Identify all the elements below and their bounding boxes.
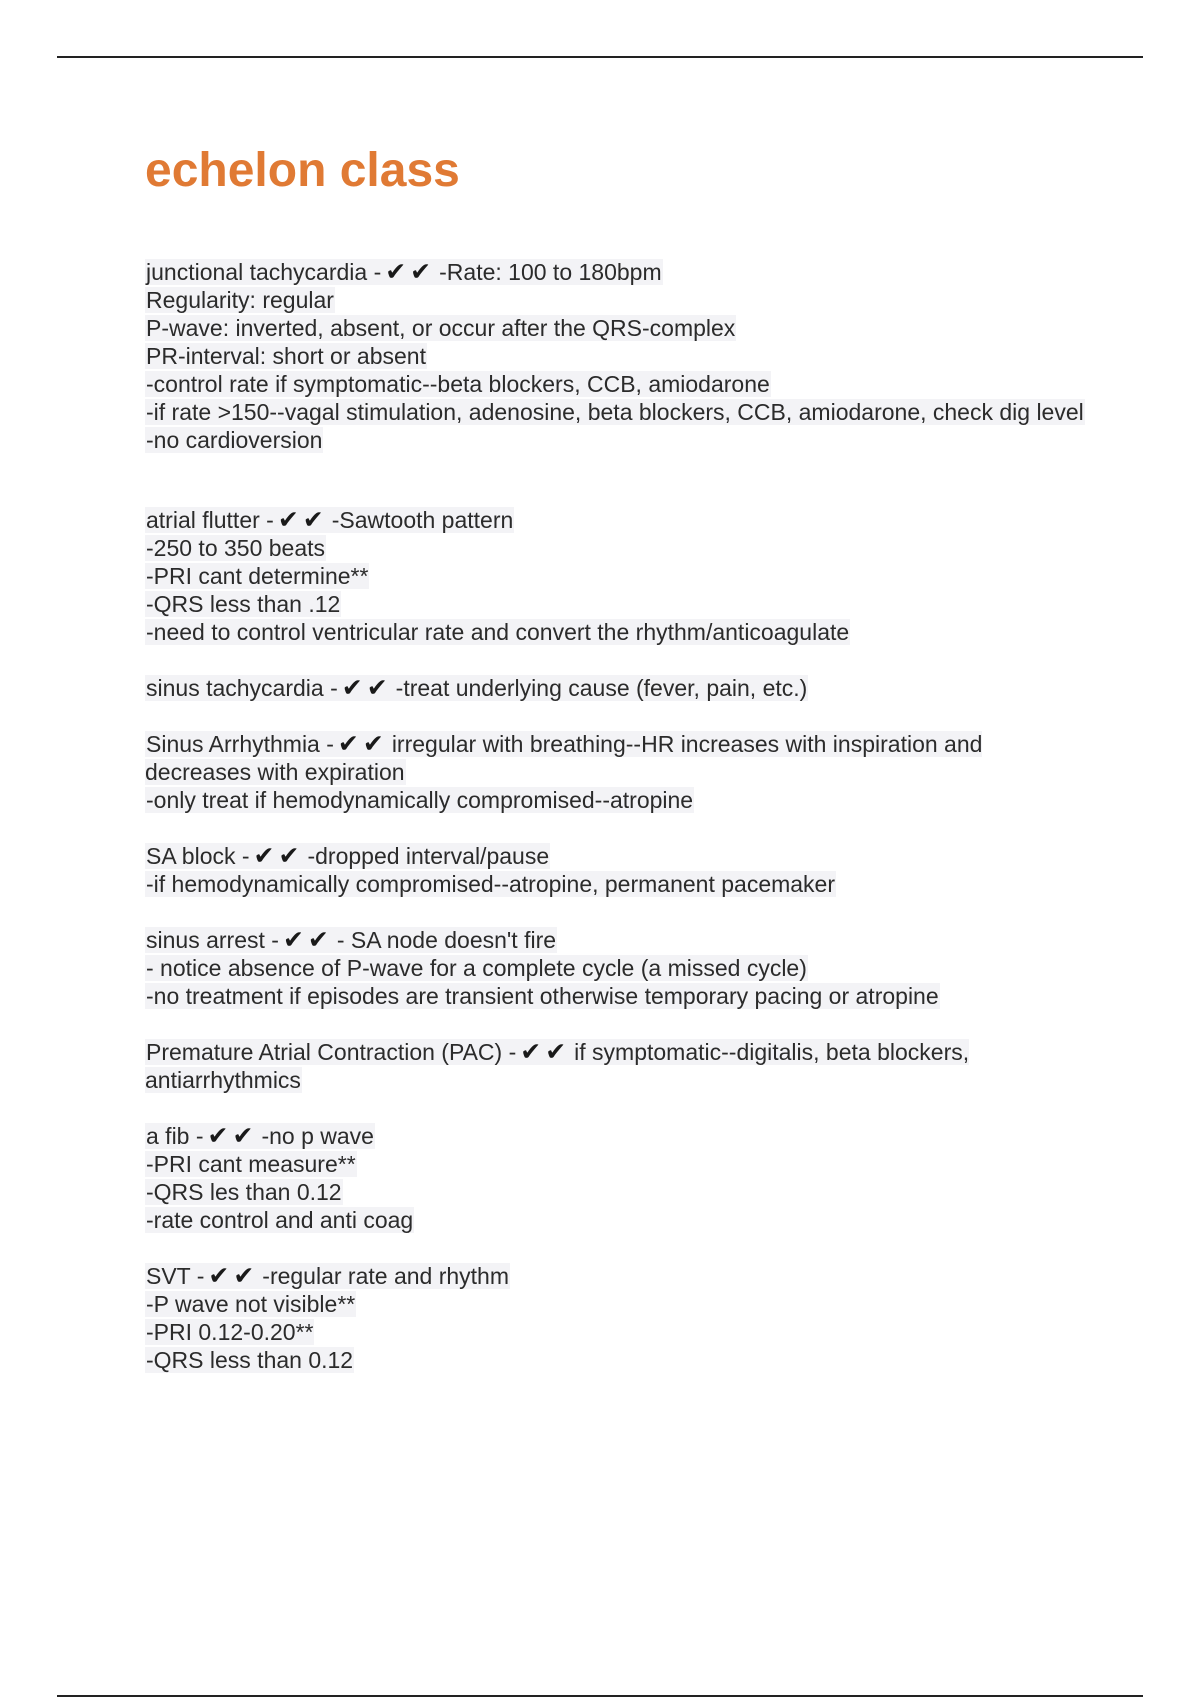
flashcard-list [145, 258, 1085, 1374]
flashcard-text: -PRI cant measure** [146, 1151, 356, 1177]
flashcard-text: -QRS less than .12 [146, 591, 341, 617]
flashcard-first-line [145, 258, 1085, 286]
flashcard-line [145, 1150, 1085, 1178]
line-text [145, 507, 514, 533]
bottom-rule [57, 1695, 1143, 1697]
flashcard-term: Sinus Arrhythmia - [146, 731, 334, 757]
flashcard-text: -no treatment if episodes are transient otherwise temporary pacing or atropine [146, 983, 939, 1009]
flashcard [145, 674, 1085, 702]
flashcard-line [145, 590, 1085, 618]
line-text [145, 1179, 343, 1205]
line-text [145, 619, 850, 645]
flashcard-line [145, 314, 1085, 342]
flashcard-line [145, 982, 1085, 1010]
flashcard-line [145, 426, 1085, 454]
line-text [145, 1319, 314, 1345]
flashcard-line [145, 398, 1085, 426]
flashcard-text: -rate control and anti coag [146, 1207, 414, 1233]
line-text [145, 315, 736, 341]
line-text [145, 1291, 356, 1317]
line-text [145, 983, 940, 1009]
flashcard-line [145, 786, 1085, 814]
flashcard-line [145, 954, 1085, 982]
flashcard [145, 1262, 1085, 1374]
line-text [145, 343, 427, 369]
flashcard-text: -regular rate and rhythm [262, 1263, 510, 1289]
flashcard-term: junctional tachycardia - [146, 259, 382, 285]
line-text [145, 731, 982, 785]
flashcard-term: SVT - [146, 1263, 205, 1289]
line-text [145, 1123, 375, 1149]
double-check-icon: ✔✔ [277, 506, 328, 534]
flashcard [145, 926, 1085, 1010]
flashcard-text: - SA node doesn't fire [336, 927, 557, 953]
double-check-icon: ✔✔ [282, 926, 333, 954]
flashcard-first-line [145, 506, 1085, 534]
line-text [145, 563, 369, 589]
line-text [145, 843, 550, 869]
line-text [145, 787, 694, 813]
flashcard [145, 1038, 1085, 1094]
flashcard-text: -treat underlying cause (fever, pain, etc.) [395, 675, 808, 701]
flashcard-text: -Rate: 100 to 180bpm [439, 259, 662, 285]
line-text [145, 871, 836, 897]
double-check-icon: ✔✔ [253, 842, 304, 870]
flashcard-text: -QRS les than 0.12 [146, 1179, 342, 1205]
flashcard-line [145, 1206, 1085, 1234]
flashcard [145, 842, 1085, 898]
line-text [145, 1151, 357, 1177]
line-text [145, 399, 1085, 425]
line-text [145, 1207, 414, 1233]
flashcard-line [145, 562, 1085, 590]
flashcard-term: sinus arrest - [146, 927, 279, 953]
flashcard-first-line [145, 1122, 1085, 1150]
flashcard-text: -250 to 350 beats [146, 535, 326, 561]
line-text [145, 259, 663, 285]
flashcard-text: -if hemodynamically compromised--atropine, permanent pacemaker [146, 871, 836, 897]
double-check-icon: ✔✔ [337, 730, 388, 758]
flashcard-line [145, 1290, 1085, 1318]
flashcard-text: -only treat if hemodynamically compromised--atropine [146, 787, 694, 813]
double-check-icon: ✔✔ [207, 1122, 258, 1150]
flashcard [145, 730, 1085, 814]
flashcard [145, 506, 1085, 646]
line-text [145, 1039, 969, 1093]
flashcard-text: irregular with breathing--HR increases with inspiration and decreases with expiration [145, 731, 983, 785]
line-text [145, 675, 808, 701]
flashcard-line [145, 342, 1085, 370]
flashcard-first-line [145, 730, 1085, 786]
line-text [145, 955, 808, 981]
flashcard-line [145, 1318, 1085, 1346]
flashcard-line [145, 870, 1085, 898]
line-text [145, 535, 326, 561]
flashcard-text: -no cardioversion [146, 427, 323, 453]
double-check-icon: ✔✔ [385, 258, 436, 286]
flashcard-first-line [145, 842, 1085, 870]
flashcard-first-line [145, 926, 1085, 954]
flashcard-text: if symptomatic--digitalis, beta blockers, antiarrhythmics [145, 1039, 970, 1093]
flashcard-line [145, 1178, 1085, 1206]
flashcard-text: - notice absence of P-wave for a complete cycle (a missed cycle) [146, 955, 807, 981]
double-check-icon: ✔✔ [520, 1038, 571, 1066]
top-rule [57, 56, 1143, 58]
flashcard-term: Premature Atrial Contraction (PAC) - [146, 1039, 517, 1065]
double-check-icon: ✔✔ [341, 674, 392, 702]
flashcard-line [145, 534, 1085, 562]
line-text [145, 427, 323, 453]
flashcard-line [145, 1346, 1085, 1374]
flashcard-text: Regularity: regular [146, 287, 334, 313]
flashcard-text: -dropped interval/pause [307, 843, 550, 869]
flashcard-text: -QRS less than 0.12 [146, 1347, 354, 1373]
flashcard-text: -need to control ventricular rate and convert the rhythm/anticoagulate [146, 619, 850, 645]
line-text [145, 1263, 510, 1289]
line-text [145, 287, 335, 313]
flashcard-first-line [145, 674, 1085, 702]
flashcard-text: -control rate if symptomatic--beta blockers, CCB, amiodarone [146, 371, 770, 397]
flashcard-text: -PRI cant determine** [146, 563, 369, 589]
flashcard-first-line [145, 1262, 1085, 1290]
flashcard [145, 258, 1085, 454]
double-check-icon: ✔✔ [208, 1262, 259, 1290]
line-text [145, 1347, 354, 1373]
line-text [145, 371, 771, 397]
flashcard-text: P-wave: inverted, absent, or occur after the QRS-complex [146, 315, 736, 341]
flashcard-line [145, 370, 1085, 398]
flashcard-line [145, 286, 1085, 314]
flashcard-text: -Sawtooth pattern [331, 507, 514, 533]
line-text [145, 927, 557, 953]
flashcard-text: -P wave not visible** [146, 1291, 356, 1317]
line-text [145, 591, 341, 617]
flashcard-first-line [145, 1038, 1085, 1094]
flashcard-text: -no p wave [261, 1123, 374, 1149]
flashcard-term: a fib - [146, 1123, 204, 1149]
flashcard-line [145, 618, 1085, 646]
flashcard-term: sinus tachycardia - [146, 675, 338, 701]
flashcard-term: SA block - [146, 843, 250, 869]
flashcard-text: PR-interval: short or absent [146, 343, 426, 369]
page-title: echelon class [145, 144, 460, 197]
flashcard-text: -if rate >150--vagal stimulation, adenosine, beta blockers, CCB, amiodarone, check dig level [146, 399, 1084, 425]
flashcard-term: atrial flutter - [146, 507, 274, 533]
flashcard-text: -PRI 0.12-0.20** [146, 1319, 314, 1345]
flashcard [145, 1122, 1085, 1234]
